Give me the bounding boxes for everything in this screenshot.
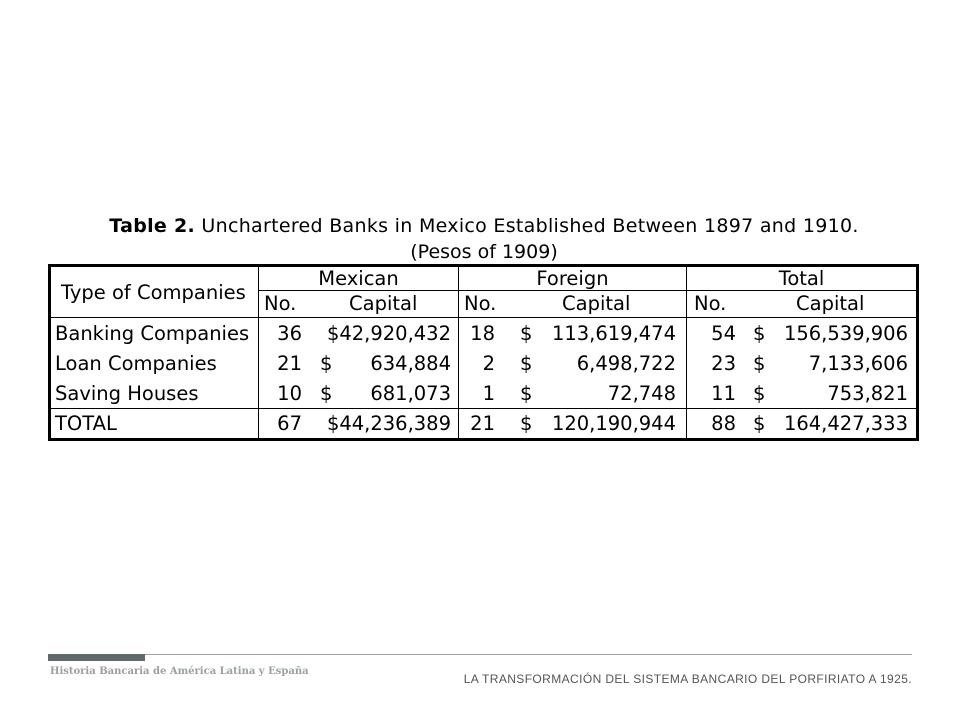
col-no-foreign: No. (464, 292, 497, 315)
col-capital-mexican: Capital (349, 292, 418, 315)
mexican-no: 67 (277, 412, 302, 435)
total-no: 54 (711, 322, 736, 345)
group-header-total: Total (778, 267, 825, 290)
divider (51, 317, 916, 318)
currency-sign: $ (753, 322, 766, 345)
col-capital-total: Capital (796, 292, 865, 315)
currency-sign: $ (520, 412, 533, 435)
row-label: Loan Companies (55, 352, 217, 375)
foreign-no: 2 (482, 352, 495, 375)
footer-accent-bar (48, 654, 145, 661)
table-title (0, 213, 960, 240)
row-label: Saving Houses (55, 382, 199, 405)
mexican-capital: 634,884 (370, 352, 451, 375)
mexican-no: 10 (277, 382, 302, 405)
foreign-no: 21 (470, 412, 495, 435)
currency-sign: $ (520, 322, 533, 345)
foreign-capital: 113,619,474 (551, 322, 676, 345)
total-capital: 7,133,606 (808, 352, 908, 375)
currency-sign: $ (520, 352, 533, 375)
currency-sign: $ (753, 352, 766, 375)
foreign-capital: 120,190,944 (551, 412, 676, 435)
mexican-capital: $44,236,389 (326, 412, 451, 435)
mexican-capital: 681,073 (370, 382, 451, 405)
table-title-text: Unchartered Banks in Mexico Established Between 1897 and 1910. (195, 215, 859, 237)
mexican-capital: $42,920,432 (326, 322, 451, 345)
table-subtitle: (Pesos of 1909) (410, 241, 558, 263)
divider (51, 408, 916, 409)
group-header-mexican: Mexican (318, 267, 399, 290)
total-no: 88 (711, 412, 736, 435)
col-no-total: No. (694, 292, 727, 315)
currency-sign: $ (320, 352, 333, 375)
foreign-no: 1 (482, 382, 495, 405)
total-no: 11 (711, 382, 736, 405)
footer-chapter-title: LA TRANSFORMACIÓN DEL SISTEMA BANCARIO DEL PORFIRIATO A 1925. (463, 672, 912, 686)
total-label: TOTAL (55, 412, 117, 435)
data-table (48, 264, 919, 441)
mexican-no: 21 (277, 352, 302, 375)
currency-sign: $ (520, 382, 533, 405)
foreign-capital: 72,748 (607, 382, 676, 405)
currency-sign: $ (753, 382, 766, 405)
mexican-no: 36 (277, 322, 302, 345)
footer-divider (48, 654, 912, 655)
total-capital: 156,539,906 (783, 322, 908, 345)
col-capital-foreign: Capital (562, 292, 631, 315)
row-label: Banking Companies (55, 322, 250, 345)
total-no: 23 (711, 352, 736, 375)
total-capital: 753,821 (827, 382, 908, 405)
col-no-mexican: No. (264, 292, 297, 315)
currency-sign: $ (320, 382, 333, 405)
total-capital: 164,427,333 (783, 412, 908, 435)
currency-sign: $ (753, 412, 766, 435)
foreign-capital: 6,498,722 (576, 352, 676, 375)
footer-source: Historia Bancaria de América Latina y España (50, 666, 309, 677)
group-header-foreign: Foreign (536, 267, 609, 290)
foreign-no: 18 (470, 322, 495, 345)
header-type: Type of Companies (61, 281, 246, 304)
table-number: Table 2. (109, 215, 196, 237)
